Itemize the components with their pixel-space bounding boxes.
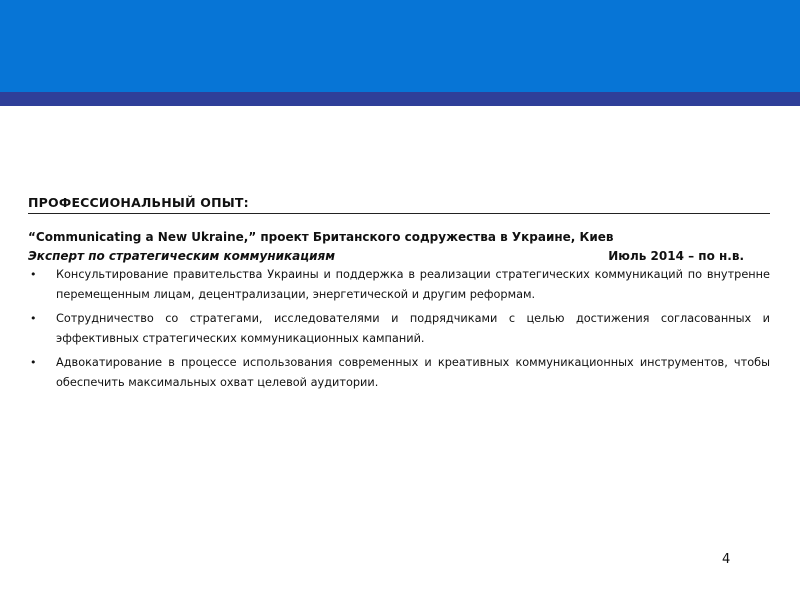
bullet-text: Сотрудничество со стратегами, исследователями и подрядчиками с целью достижения согласованных и эффективных стратегических коммуникационных кампаний. [56, 312, 770, 345]
bullet-marker: • [30, 356, 37, 369]
list-item [28, 353, 770, 393]
role-title: Эксперт по стратегическим коммуникациям [28, 249, 336, 263]
section-divider [28, 213, 770, 214]
slide-content [28, 195, 770, 397]
bullet-text: Адвокатирование в процессе использования современных и креативных коммуникационных инструментов, чтобы обеспечить максимальных охват целевой аудитории. [56, 356, 770, 389]
section-title: ПРОФЕССИОНАЛЬНЫЙ ОПЫТ: [28, 195, 249, 210]
list-item [28, 265, 770, 305]
header-stripe [0, 92, 800, 106]
role-line [28, 249, 770, 263]
role-dates: Июль 2014 – по н.в. [608, 249, 744, 263]
bullet-list [28, 265, 770, 393]
bullet-marker: • [30, 312, 37, 325]
header-band [0, 0, 800, 92]
project-line: “Communicating a New Ukraine,” проект Британского содружества в Украине, Киев [28, 230, 614, 244]
bullet-marker: • [30, 268, 37, 281]
bullet-text: Консультирование правительства Украины и поддержка в реализации стратегических коммуникаций по внутренне перемещенным лицам, децентрализации, энергетической и другим реформам. [56, 268, 770, 301]
list-item [28, 309, 770, 349]
page-number: 4 [722, 552, 731, 567]
